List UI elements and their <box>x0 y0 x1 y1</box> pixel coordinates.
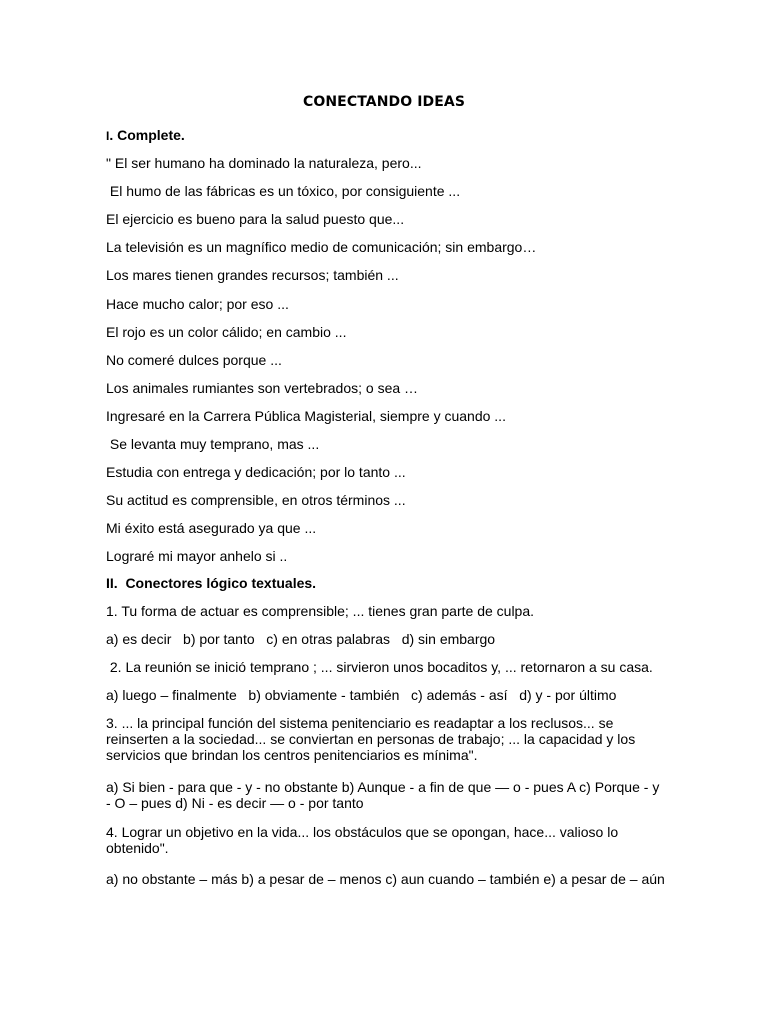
complete-item: Se levanta muy temprano, mas ... <box>106 436 320 452</box>
complete-item: Ingresaré en la Carrera Pública Magisterial, siempre y cuando ... <box>106 408 506 424</box>
complete-item: La televisión es un magnífico medio de comunicación; sin embargo… <box>106 239 537 255</box>
complete-item: El humo de las fábricas es un tóxico, por consiguiente ... <box>106 183 461 199</box>
section1-heading-text: . Complete. <box>109 127 185 143</box>
complete-item: Lograré mi mayor anhelo si .. <box>106 548 288 564</box>
complete-item: Estudia con entrega y dedicación; por lo tanto ... <box>106 464 406 480</box>
question-4: 4. Lograr un objetivo en la vida... los obstáculos que se opongan, hace... valioso lo obtenido". <box>106 824 619 856</box>
question-3: 3. ... la principal función del sistema penitenciario es readaptar a los reclusos... se reinserten a la sociedad... se conviertan en personas de trabajo; ... la capacidad y los servicios que brindan los centros penitenciarios es mínima". <box>106 715 636 763</box>
question-3-options: a) Si bien - para que - y - no obstante b) Aunque - a fin de que — o - pues A c) Porque - y - O – pues d) Ni - es decir — o - por tanto <box>106 779 660 811</box>
complete-item: El rojo es un color cálido; en cambio ... <box>106 324 347 340</box>
complete-item: Los mares tienen grandes recursos; también ... <box>106 267 399 283</box>
question-2: 2. La reunión se inició temprano ; ... sirvieron unos bocaditos y, ... retornaron a su casa. <box>106 659 653 675</box>
complete-item: " El ser humano ha dominado la naturaleza, pero... <box>106 155 422 171</box>
question-2-options: a) luego – finalmente b) obviamente - también c) además - así d) y - por último <box>106 687 617 703</box>
section2-heading: II. Conectores lógico textuales. <box>106 575 317 591</box>
complete-item: Los animales rumiantes son vertebrados; o sea … <box>106 380 419 396</box>
complete-item: El ejercicio es bueno para la salud puesto que... <box>106 211 405 227</box>
complete-item: No comeré dulces porque ... <box>106 352 282 368</box>
complete-item: Hace mucho calor; por eso ... <box>106 296 289 312</box>
complete-item: Su actitud es comprensible, en otros términos ... <box>106 492 406 508</box>
section1-heading <box>106 127 185 144</box>
complete-item: Mi éxito está asegurado ya que ... <box>106 520 317 536</box>
question-1-options: a) es decir b) por tanto c) en otras palabras d) sin embargo <box>106 631 496 647</box>
page-title: CONECTANDO IDEAS <box>302 94 466 110</box>
section1-heading-prefix: I <box>106 129 110 143</box>
question-4-options: a) no obstante – más b) a pesar de – menos c) aun cuando – también e) a pesar de – aún <box>106 871 665 887</box>
question-1: 1. Tu forma de actuar es comprensible; ... tienes gran parte de culpa. <box>106 603 535 619</box>
